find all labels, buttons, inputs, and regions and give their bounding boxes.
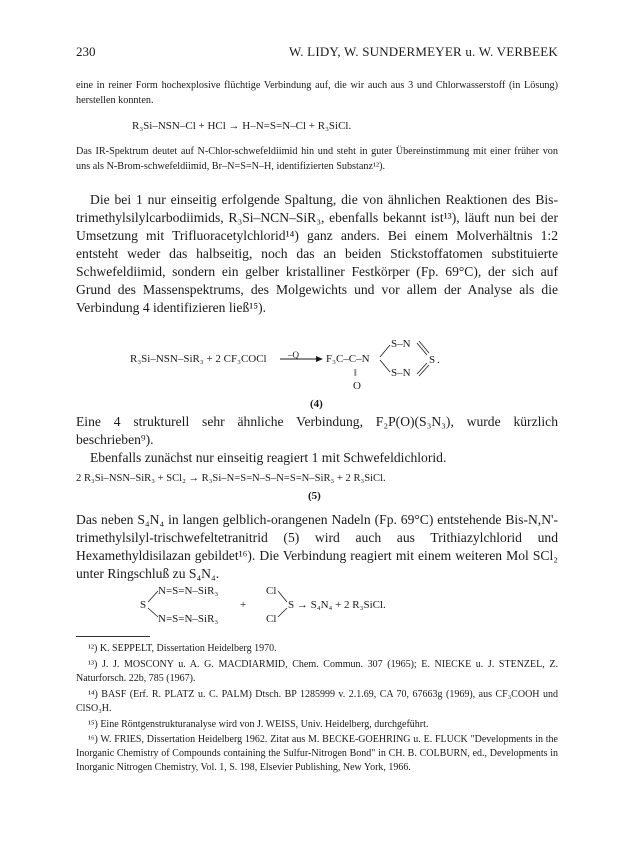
compound-label-5: (5) — [308, 490, 321, 502]
eq4-products: S → S₄N₄ + 2 R₃SiCl. — [288, 599, 386, 611]
equation-2 — [120, 332, 480, 412]
eq2-reactants: R₃Si–NSN–SiR₃ + 2 CF₃COCl — [130, 353, 267, 365]
paragraph-3: Die bei 1 nur einseitig erfolgende Spaltung, die von ähnlichen Reaktionen des Bis-trimethylsilylcarbodiimids, R₃Si–NCN–SiR₃, ebenfalls bekannt ist¹³), läuft nun bei der Umsetzung mit Trifluoracetylchlorid¹⁴) ganz anders. Bei einem Molverhältnis 1:2 entsteht weder das halbseitig, noch das an beiden Stickstoffatomen substituierte Schwefeldiimid, sondern ein gelber kristalliner Festkörper (Fp. 69°C), der sich auf Grund des Massenspektrums, des Molgewichts und vor allem der Analyse als die Verbindung 4 identifizieren ließ¹⁵). — [76, 192, 558, 315]
compound-label-4: (4) — [310, 398, 323, 410]
eq2-ring-top: S–N — [391, 338, 411, 350]
equation-1: R₃Si–NSN–Cl + HCl → H–N=S=N–Cl + R₃SiCl. — [132, 120, 352, 132]
eq4-sulfur: S — [140, 599, 147, 611]
footnote-15: ¹⁵) Eine Röntgenstrukturanalyse wird von J. WEISS, Univ. Heidelberg, durchgeführt. — [88, 719, 429, 730]
paragraph-5: Ebenfalls zunächst nur einseitig reagiert 1 mit Schwefeldichlorid. — [90, 450, 447, 465]
footnote-16: ¹⁶) W. FRIES, Dissertation Heidelberg 1962. Zitat aus M. BECKE-GOEHRING u. E. FLUCK "Developments in the Inorganic Chemistry of Compounds containing the Sulfur-Nitrogen Bond" in CH. B. COLBURN, ed., Developments in Inorganic Nitrogen Chemistry, Vol. 1, S. 198, Elsevier Publishing, New York, 1966. — [76, 734, 558, 773]
footnote-14: ¹⁴) BASF (Erf. R. PLATZ u. C. PALM) Dtsch. BP 1285999 v. 2.1.69, CA 70, 67663g (1969), aus CF₃COOH und ClSO₃H. — [76, 689, 558, 714]
eq4-cl-top: Cl — [266, 585, 277, 597]
eq2-ring-bottom: S–N — [391, 367, 411, 379]
eq2-ring-sulfur: S — [429, 354, 436, 366]
eq2-arrow-label: –Q — [288, 350, 299, 360]
eq2-arrowhead — [316, 356, 323, 362]
footnote-12: ¹²) K. SEPPELT, Dissertation Heidelberg 1970. — [88, 643, 277, 654]
paragraph-4: Eine 4 strukturell sehr ähnliche Verbindung, F₂P(O)(S₃N₃), wurde kürzlich beschrieben⁹). — [76, 414, 558, 447]
paragraph-1: eine in reiner Form hochexplosive flüchtige Verbindung auf, die wir auch aus 3 und Chlorwasserstoff (in Lösung) herstellen konnten. — [76, 80, 558, 106]
footnote-divider — [76, 636, 150, 637]
page-number: 230 — [76, 44, 96, 59]
equation-4 — [140, 578, 460, 628]
svg-text:.: . — [437, 354, 440, 366]
footnote-13: ¹³) J. J. MOSCONY u. A. G. MACDIARMID, Chem. Commun. 307 (1965); E. NIECKE u. J. STENZEL, Z. Naturforsch. 22b, 785 (1967). — [76, 659, 558, 684]
eq4-cl-bottom: Cl — [266, 613, 277, 625]
equation-3: 2 R₃Si–NSN–SiR₃ + SCl₂ → R₃Si–N=S=N–S–N=S=N–SiR₃ + 2 R₃SiCl. — [76, 473, 386, 484]
paragraph-2: Das IR-Spektrum deutet auf N-Chlor-schwefeldiimid hin und steht in guter Übereinstimmung mit einer früher von uns als N-Brom-schwefeldiimid, Br–N=S=N–H, identifizierten Substanz¹²). — [76, 146, 558, 172]
eq2-product: F₃C–C–N — [326, 353, 370, 365]
running-head-authors: W. LIDY, W. SUNDERMEYER u. W. VERBEEK — [289, 44, 558, 59]
eq4-plus: + — [240, 599, 247, 611]
eq2-double-bond: ‖ — [354, 368, 357, 379]
eq4-top-chain: N=S=N–SiR₃ — [158, 585, 219, 597]
eq4-bottom-chain: N=S=N–SiR₃ — [158, 613, 219, 625]
eq2-oxygen: O — [353, 380, 361, 392]
paragraph-6: Das neben S₄N₄ in langen gelblich-orangenen Nadeln (Fp. 69°C) entstehende Bis-N,N'-trimethylsilyl-trischwefeltetranitrid (5) wird auch aus Trithiazylchlorid und Hexamethyldisilazan gebildet¹⁶). Die Verbindung reagiert mit einem weiteren Mol SCl₂ unter Ringschluß zu S₄N₄. — [76, 512, 558, 581]
page-header — [76, 44, 558, 62]
